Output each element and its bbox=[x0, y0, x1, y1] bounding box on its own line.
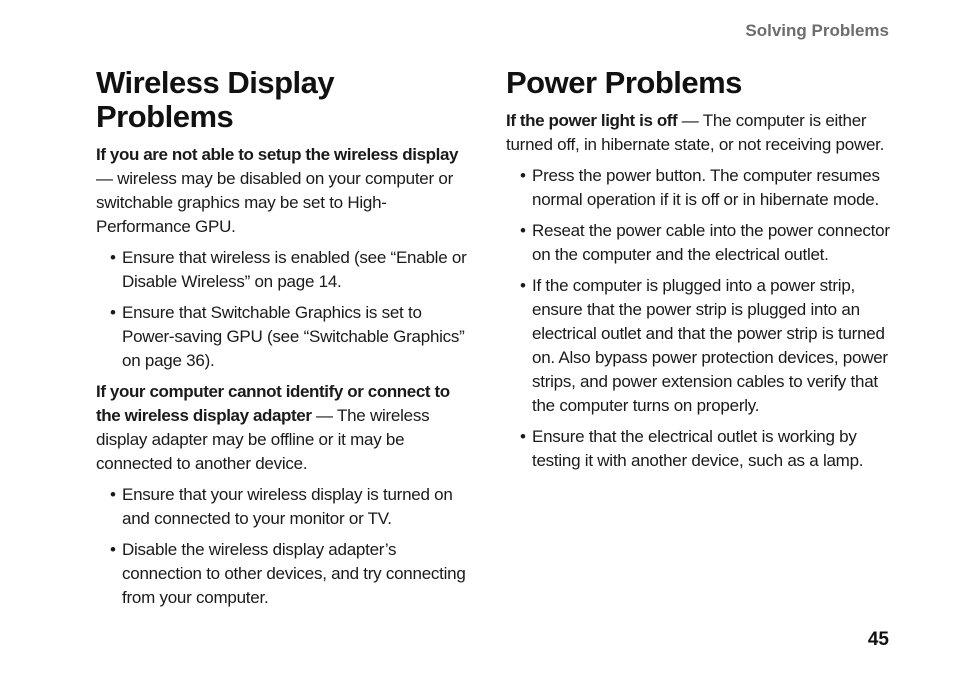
wireless-section-title: Wireless Display Problems bbox=[96, 65, 335, 134]
list-item: • Ensure that your wireless display is turned on and connected to your monitor or TV. bbox=[96, 483, 478, 531]
power-problems-section bbox=[506, 66, 896, 480]
list-item: • Reseat the power cable into the power connector on the computer and the electrical outlet. bbox=[506, 219, 896, 267]
power-section-title: Power Problems bbox=[506, 65, 742, 100]
page-number: 45 bbox=[867, 629, 889, 650]
wireless-setup-text: — wireless may be disabled on your computer or switchable graphics may be set to High-Performance GPU. bbox=[96, 169, 453, 236]
list-item: • If the computer is plugged into a power strip, ensure that the power strip is plugged into an electrical outlet and that the power strip is turned on. Also bypass power protection devices, power strips, and power extension cables to verify that the computer turns on properly. bbox=[506, 274, 896, 418]
power-lead: If the power light is off bbox=[506, 111, 678, 130]
list-item: • Press the power button. The computer resumes normal operation if it is off or in hibernate mode. bbox=[506, 164, 896, 212]
power-list bbox=[506, 164, 896, 473]
power-paragraph bbox=[506, 109, 896, 157]
wireless-connect-text: — The wireless display adapter may be offline or it may be connected to another device. bbox=[96, 406, 430, 473]
wireless-setup-list bbox=[96, 246, 478, 373]
wireless-connect-lead: If your computer cannot identify or connect to the wireless display adapter bbox=[96, 382, 450, 425]
wireless-setup-lead: If you are not able to setup the wireless display bbox=[96, 145, 459, 164]
wireless-connect-list bbox=[96, 483, 478, 610]
list-item: • Ensure that Switchable Graphics is set to Power-saving GPU (see “Switchable Graphics” on page 36). bbox=[96, 301, 478, 373]
list-item: • Disable the wireless display adapter’s connection to other devices, and try connecting from your computer. bbox=[96, 538, 478, 610]
wireless-display-section bbox=[96, 66, 478, 617]
wireless-paragraph-setup bbox=[96, 143, 478, 239]
list-item: • Ensure that wireless is enabled (see “Enable or Disable Wireless” on page 14. bbox=[96, 246, 478, 294]
power-text: — The computer is either turned off, in hibernate state, or not receiving power. bbox=[506, 111, 885, 154]
wireless-paragraph-connect bbox=[96, 380, 478, 476]
running-header: Solving Problems bbox=[745, 21, 889, 40]
list-item: • Ensure that the electrical outlet is working by testing it with another device, such as a lamp. bbox=[506, 425, 896, 473]
